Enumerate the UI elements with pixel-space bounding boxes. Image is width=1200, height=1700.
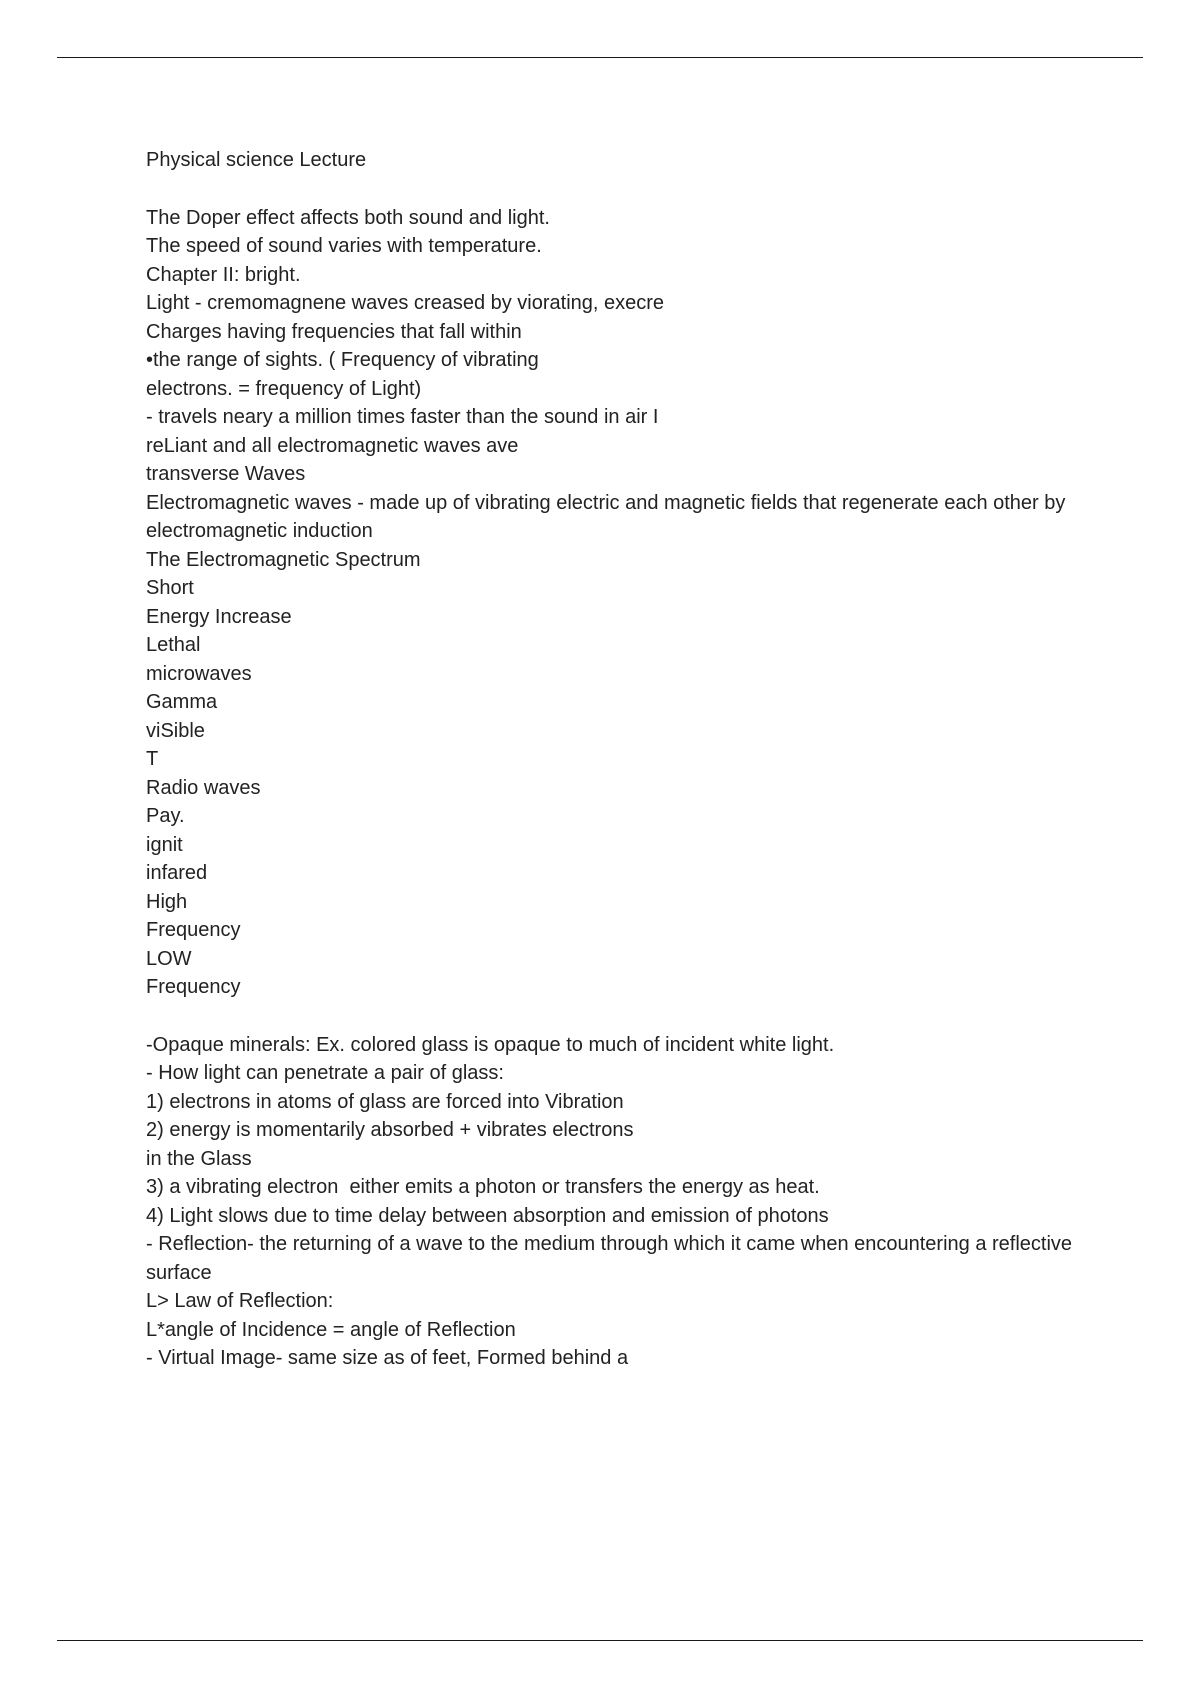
text-line: Frequency (146, 919, 241, 941)
text-line: The speed of sound varies with temperature. (146, 235, 542, 257)
text-line: Electromagnetic waves - made up of vibrating electric and magnetic fields that regenerate each other by electromagnetic induction (146, 491, 1071, 542)
text-line: ignit (146, 833, 183, 856)
text-line: infared (146, 862, 208, 884)
text-line: in the Glass (146, 1147, 252, 1170)
text-line: Gamma (146, 691, 218, 713)
text-line: •the range of sights. ( Frequency of vibrating (146, 349, 539, 371)
text-line: 3) a vibrating electron either emits a photon or transfers the energy as heat. (146, 1176, 820, 1198)
text-line: microwaves (146, 662, 252, 685)
text-line: - Virtual Image- same size as of feet, Formed behind a (146, 1347, 629, 1369)
top-rule (57, 57, 1143, 58)
text-line: Charges having frequencies that fall within (146, 320, 522, 343)
text-line: L> Law of Reflection: (146, 1290, 334, 1312)
text-line: - Reflection- the returning of a wave to the medium through which it came when encountering a reflective surface (146, 1233, 1078, 1284)
text-line: electrons. = frequency of Light) (146, 377, 422, 400)
text-line: Light - cremomagnene waves creased by viorating, execre (146, 292, 665, 314)
document-content (146, 146, 1106, 1373)
text-line: LOW (146, 947, 192, 970)
text-line: 2) energy is momentarily absorbed + vibrates electrons (146, 1119, 634, 1141)
text-line: Energy Increase (146, 605, 292, 628)
text-line: transverse Waves (146, 463, 306, 485)
text-line: The Electromagnetic Spectrum (146, 548, 421, 571)
text-line: Chapter II: bright. (146, 263, 301, 286)
text-line: - How light can penetrate a pair of glass: (146, 1062, 504, 1084)
text-line: viSible (146, 719, 205, 742)
text-line: reLiant and all electromagnetic waves ave (146, 434, 519, 457)
text-line: Short (146, 577, 194, 599)
text-line: Frequency (146, 976, 241, 998)
text-line: Pay. (146, 805, 185, 827)
text-line: - travels neary a million times faster than the sound in air I (146, 406, 659, 428)
section-2 (146, 1031, 1106, 1373)
bottom-rule (57, 1640, 1143, 1641)
text-line: High (146, 890, 188, 913)
text-line: Lethal (146, 634, 201, 656)
text-line: Radio waves (146, 776, 261, 799)
text-line: T (146, 748, 159, 770)
text-line: -Opaque minerals: Ex. colored glass is opaque to much of incident white light. (146, 1033, 835, 1056)
text-line: The Doper effect affects both sound and light. (146, 206, 550, 229)
text-line: 1) electrons in atoms of glass are forced into Vibration (146, 1090, 624, 1113)
text-line: 4) Light slows due to time delay between absorption and emission of photons (146, 1204, 829, 1227)
section-1 (146, 204, 1106, 1002)
text-line: L*angle of Incidence = angle of Reflection (146, 1318, 516, 1341)
document-title: Physical science Lecture (146, 149, 367, 171)
